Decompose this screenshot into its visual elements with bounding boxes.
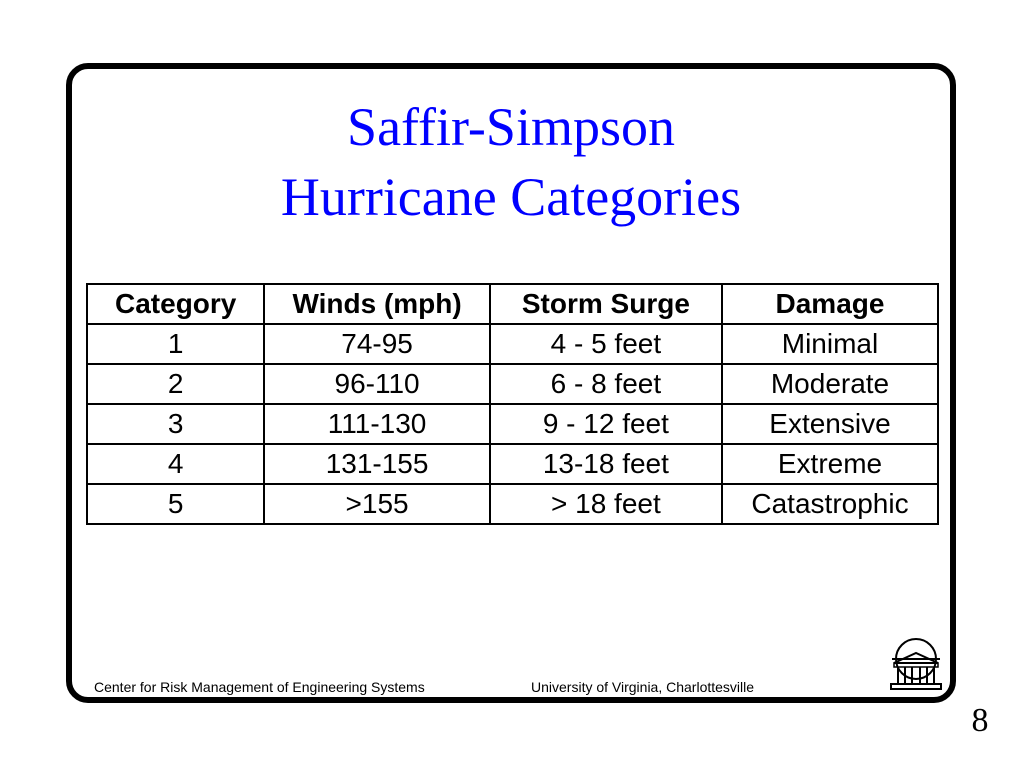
table-row (87, 444, 938, 484)
header-winds: Winds (mph) (264, 284, 489, 324)
slide-title (66, 92, 956, 232)
cell-winds: 96-110 (264, 364, 489, 404)
table-row (87, 324, 938, 364)
cell-category: 3 (87, 404, 264, 444)
title-line-1: Saffir-Simpson (347, 97, 675, 157)
cell-storm-surge: > 18 feet (490, 484, 722, 524)
cell-category: 4 (87, 444, 264, 484)
table-row (87, 484, 938, 524)
table-row (87, 404, 938, 444)
table-header-row (87, 284, 938, 324)
header-category: Category (87, 284, 264, 324)
cell-category: 2 (87, 364, 264, 404)
rotunda-logo-icon (888, 636, 944, 692)
cell-storm-surge: 6 - 8 feet (490, 364, 722, 404)
header-damage: Damage (722, 284, 938, 324)
cell-damage: Extreme (722, 444, 938, 484)
cell-winds: 74-95 (264, 324, 489, 364)
header-storm-surge: Storm Surge (490, 284, 722, 324)
cell-winds: 131-155 (264, 444, 489, 484)
cell-damage: Catastrophic (722, 484, 938, 524)
cell-winds: >155 (264, 484, 489, 524)
page-number: 8 (971, 702, 989, 739)
cell-damage: Extensive (722, 404, 938, 444)
cell-category: 5 (87, 484, 264, 524)
footer-university: University of Virginia, Charlottesville (531, 679, 755, 695)
cell-category: 1 (87, 324, 264, 364)
table-row (87, 364, 938, 404)
cell-storm-surge: 4 - 5 feet (490, 324, 722, 364)
cell-damage: Minimal (722, 324, 938, 364)
cell-damage: Moderate (722, 364, 938, 404)
footer-organization: Center for Risk Management of Engineering Systems (94, 679, 425, 695)
cell-storm-surge: 13-18 feet (490, 444, 722, 484)
cell-storm-surge: 9 - 12 feet (490, 404, 722, 444)
cell-winds: 111-130 (264, 404, 489, 444)
title-line-2: Hurricane Categories (280, 167, 742, 227)
hurricane-categories-table (86, 283, 939, 525)
